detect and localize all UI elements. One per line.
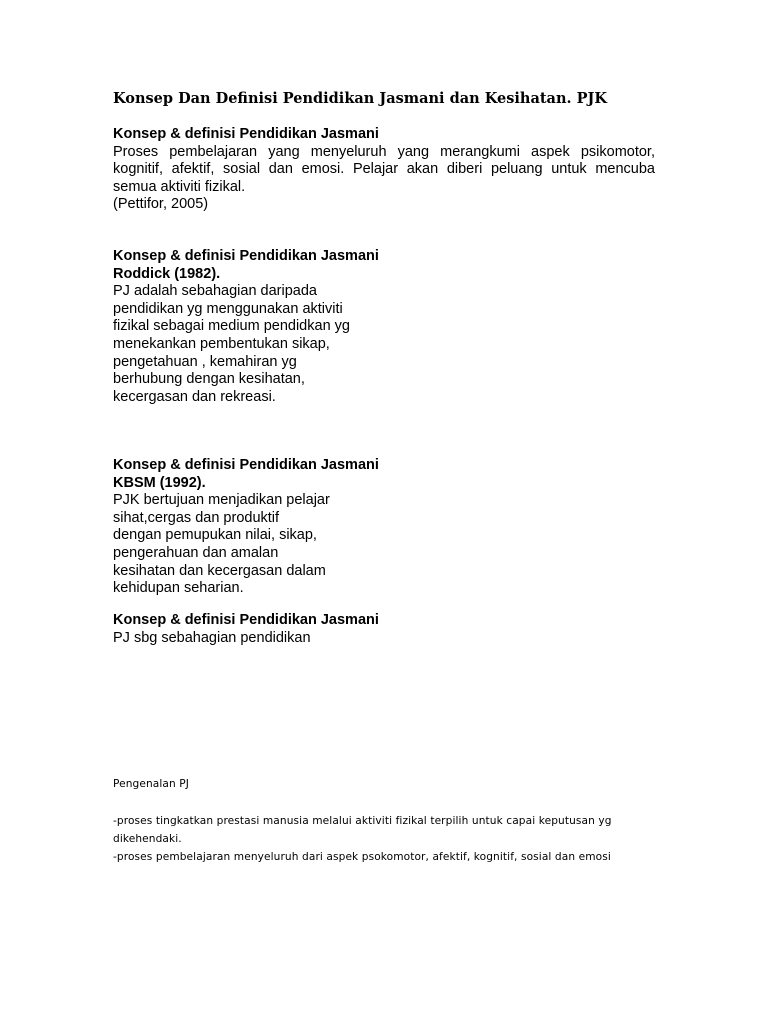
section-pj-sbg	[113, 612, 379, 647]
paragraph-line: menekankan pembentukan sikap,	[113, 335, 330, 352]
paragraph-line: Proses pembelajaran yang menyeluruh yang merangkumi aspek psikomotor,	[113, 143, 655, 160]
section-heading: Konsep & definisi Pendidikan Jasmani	[113, 248, 379, 264]
section-roddick	[113, 248, 379, 406]
section-source: KBSM (1992).	[113, 474, 206, 491]
paragraph-line: dengan pemupukan nilai, sikap,	[113, 527, 317, 544]
paragraph-line: kognitif, afektif, sosial dan emosi. Pelajar akan diberi peluang untuk mencuba	[113, 161, 655, 178]
section-heading: Konsep & definisi Pendidikan Jasmani	[113, 457, 379, 473]
citation: (Pettifor, 2005)	[113, 196, 209, 213]
note-line: -proses pembelajaran menyeluruh dari aspek psokomotor, afektif, kognitif, sosial dan emosi	[113, 851, 611, 863]
paragraph-line: pengetahuan , kemahiran yg	[113, 353, 297, 370]
paragraph-line: sihat,cergas dan produktif	[113, 509, 280, 526]
paragraph-line: kesihatan dan kecergasan dalam	[113, 562, 326, 579]
notes-block	[113, 775, 612, 866]
document-title: Konsep Dan Definisi Pendidikan Jasmani dan Kesihatan. PJK	[113, 90, 607, 107]
paragraph-line: pengerahuan dan amalan	[113, 544, 279, 561]
section-heading: Konsep & definisi Pendidikan Jasmani	[113, 612, 379, 628]
paragraph-line: PJ sbg sebahagian pendidikan	[113, 629, 311, 646]
paragraph-line: pendidikan yg menggunakan aktiviti	[113, 300, 343, 317]
section-pettifor	[113, 126, 655, 214]
notes-title: Pengenalan PJ	[113, 778, 190, 790]
paragraph-line: fizikal sebagai medium pendidkan yg	[113, 318, 350, 335]
paragraph-line: berhubung dengan kesihatan,	[113, 371, 305, 388]
section-source: Roddick (1982).	[113, 265, 221, 282]
section-heading: Konsep & definisi Pendidikan Jasmani	[113, 126, 379, 142]
section-kbsm	[113, 457, 379, 598]
note-line: dikehendaki.	[113, 833, 182, 845]
paragraph-line: PJK bertujuan menjadikan pelajar	[113, 492, 330, 509]
paragraph-line: PJ adalah sebahagian daripada	[113, 283, 317, 300]
paragraph-line: semua aktiviti fizikal.	[113, 178, 246, 195]
paragraph-line: kecergasan dan rekreasi.	[113, 388, 276, 405]
note-line: -proses tingkatkan prestasi manusia melalui aktiviti fizikal terpilih untuk capai keputusan yg	[113, 815, 612, 827]
paragraph-line: kehidupan seharian.	[113, 580, 244, 597]
